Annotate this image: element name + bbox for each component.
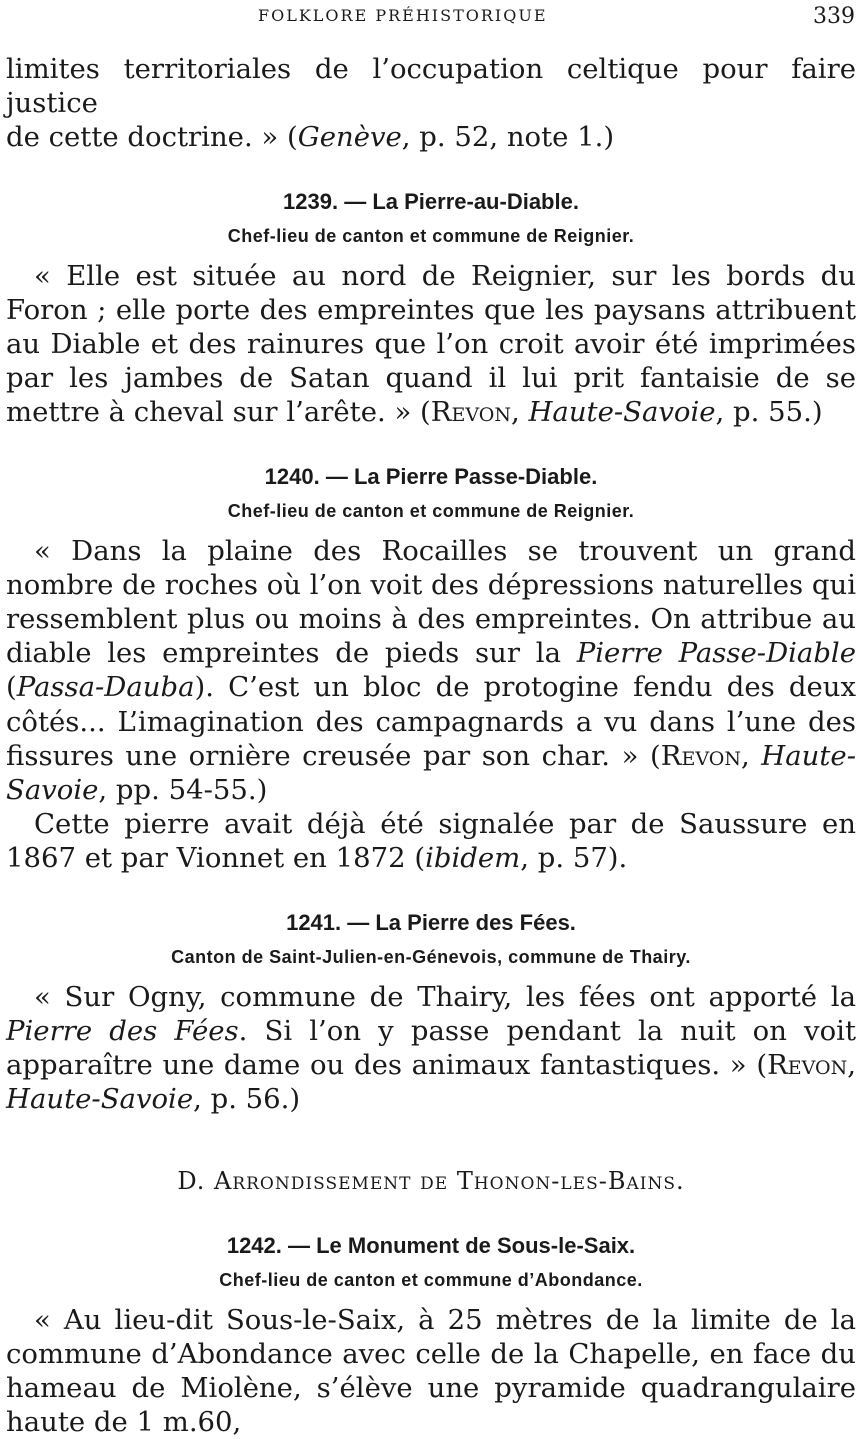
citation-work: Haute-Savoie xyxy=(6,1083,194,1116)
citation-work: Genève xyxy=(297,121,402,154)
entry-title-1239: 1239. — La Pierre-au-Diable. xyxy=(283,188,579,214)
page-body xyxy=(6,52,856,1439)
entry-title-1240: 1240. — La Pierre Passe-Diable. xyxy=(264,463,598,489)
citation-author: Revon xyxy=(430,396,511,429)
running-title: FOLKLORE PRÉHISTORIQUE xyxy=(258,6,548,25)
page-number: 339 xyxy=(813,4,855,29)
entry-location-1241: Canton de Saint-Julien-en-Génevois, commune de Thairy. xyxy=(171,946,691,967)
entry-location-1240: Chef-lieu de canton et commune de Reignier. xyxy=(227,500,635,521)
entry-text-1240: « Dans la plaine des Rocailles se trouvent un grand nombre de roches où l’on voit des dépressions naturelles qui ressemblent plus ou moins à des empreintes. On attribue au diable les empreintes de pieds sur la Pierre Passe-Diable (Passa-Dauba). C’est un bloc de protogine fendu des deux côtés... L’imagination des campagnards a vu dans l’une des fissures une ornière creusée par son char. » (Revon, Haute-Savoie, pp. 54-55.) xyxy=(6,534,857,807)
entry-note-1240: Cette pierre avait déjà été signalée par de Saussure en 1867 et par Vionnet en 1872 (ibidem, p. 57). xyxy=(6,808,856,875)
entry-text-1242: « Au lieu-dit Sous-le-Saix, à 25 mètres de la limite de la commune d’Abondance avec celle de la Chapelle, en face du hameau de Miolène, s’élève une pyramide quadrangulaire haute de 1 m.60, xyxy=(6,1303,856,1439)
citation-work: Haute-Savoie xyxy=(528,396,716,429)
citation-author: Revon xyxy=(767,1049,848,1082)
continued-line-1: limites territoriales de l’occupation celtique pour faire justice xyxy=(6,53,856,120)
entry-text-1239: « Elle est située au nord de Reignier, sur les bords du Foron ; elle porte des empreintes que les paysans attribuent au Diable et des rainures que l’on croit avoir été imprimées par les jambes de Satan quand il lui prit fantaisie de se mettre à cheval sur l’arête. » (Revon, Haute-Savoie, p. 55.) xyxy=(6,259,856,429)
entry-location-1242: Chef-lieu de canton et commune d’Abondance. xyxy=(219,1269,643,1290)
citation-author: Revon xyxy=(660,739,741,772)
continued-paragraph: limites territoriales de l’occupation celtique pour faire justice de cette doctrine. » (Genève, p. 52, note 1.) xyxy=(6,53,856,154)
entry-location-1239: Chef-lieu de canton et commune de Reignier. xyxy=(227,225,635,246)
section-heading: D. Arrondissement de Thonon-les-Bains. xyxy=(177,1167,685,1196)
running-head xyxy=(0,4,867,30)
entry-title-1241: 1241. — La Pierre des Fées. xyxy=(286,909,576,935)
entry-title-1242: 1242. — Le Monument de Sous-le-Saix. xyxy=(226,1232,636,1258)
citation-work: Haute-Savoie xyxy=(6,739,857,807)
entry-text-1241: « Sur Ogny, commune de Thairy, les fées ont apporté la Pierre des Fées. Si l’on y passe pendant la nuit on voit apparaître une dame ou des animaux fantastiques. » (Revon, Haute-Savoie, p. 56.) xyxy=(6,980,856,1116)
